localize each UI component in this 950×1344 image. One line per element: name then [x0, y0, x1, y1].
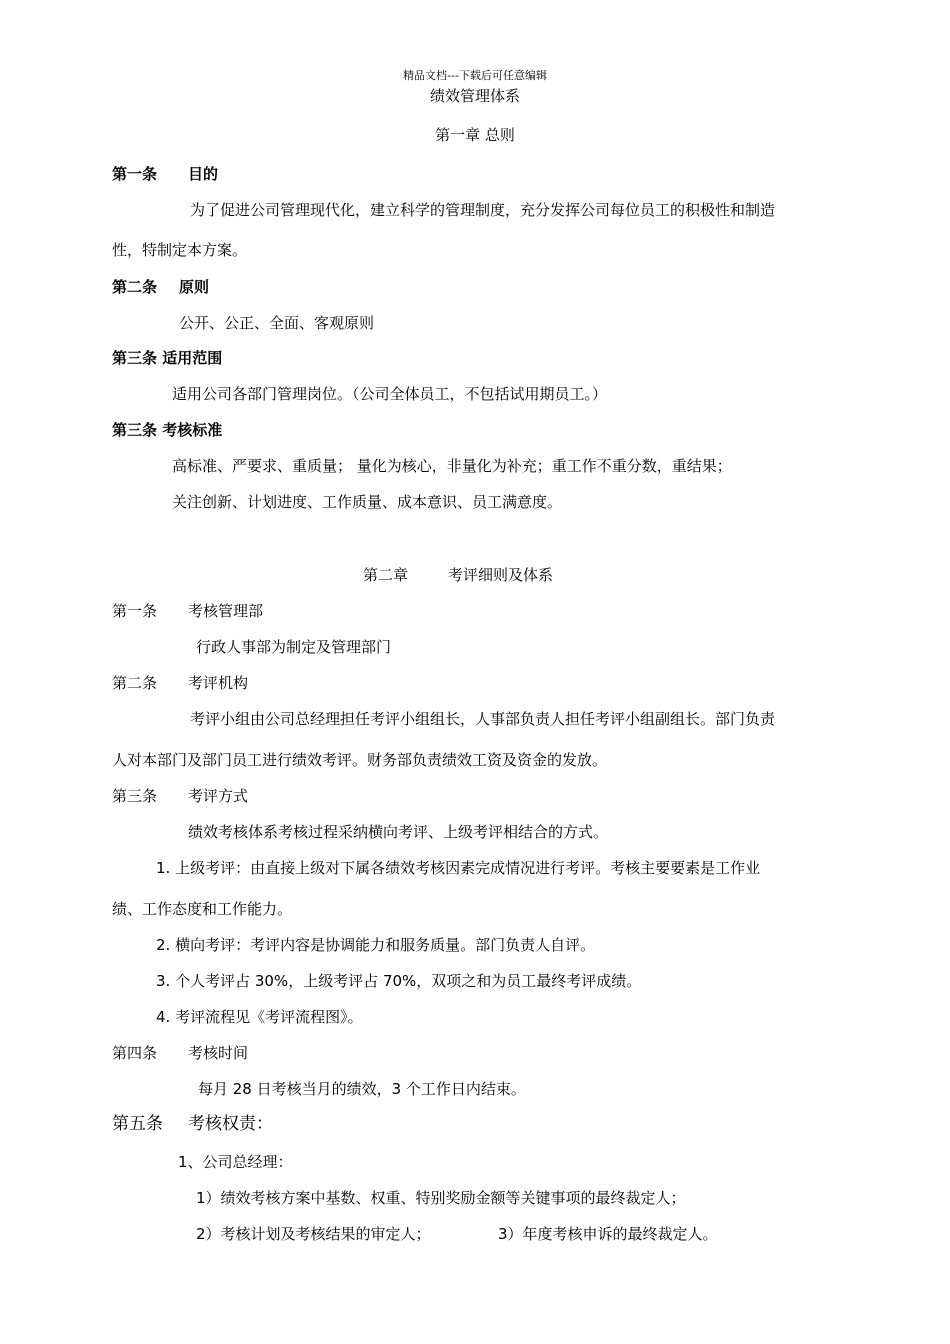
article-number: 第一条 [112, 602, 158, 620]
paragraph: 每月 28 日考核当月的绩效，3 个工作日内结束。 [198, 1080, 526, 1098]
article-number: 第四条 [112, 1044, 158, 1062]
paragraph: 人对本部门及部门员工进行绩效考评。财务部负责绩效工资及资金的发放。 [112, 751, 608, 769]
sub-sub-item: 3）年度考核申诉的最终裁定人。 [498, 1225, 718, 1243]
article-number: 第五条 [112, 1114, 163, 1134]
article-name: 考核管理部 [188, 602, 264, 620]
article-number: 第二条 [112, 674, 158, 692]
sub-sub-item: 2）考核计划及考核结果的审定人； [196, 1225, 431, 1243]
paragraph: 为了促进公司管理现代化，建立科学的管理制度，充分发挥公司每位员工的积极性和制造 [190, 201, 776, 219]
article-name: 考核时间 [188, 1044, 249, 1062]
article-name: 原则 [179, 278, 210, 296]
article-heading: 第三条 适用范围 [112, 349, 223, 367]
article-name: 目的 [188, 165, 219, 183]
list-item: 3. 个人考评占 30%，上级考评占 70%，双项之和为员工最终考评成绩。 [156, 972, 642, 990]
article-name: 考评机构 [188, 674, 249, 692]
chapter-2-name: 考评细则及体系 [448, 566, 554, 584]
list-item: 2. 横向考评：考评内容是协调能力和服务质量。部门负责人自评。 [156, 936, 596, 954]
sub-sub-item: 1）绩效考核方案中基数、权重、特别奖励金额等关键事项的最终裁定人； [196, 1189, 686, 1207]
article-heading: 第三条 考核标准 [112, 421, 223, 439]
paragraph: 考评小组由公司总经理担任考评小组组长，人事部负责人担任考评小组副组长。部门负责 [190, 710, 776, 728]
article-number: 第一条 [112, 165, 158, 183]
header-note: 精品文档---下载后可任意编辑 [403, 69, 547, 82]
article-number: 第二条 [112, 278, 158, 296]
article-name: 考核权责： [188, 1114, 273, 1134]
article-name: 考评方式 [188, 787, 249, 805]
document-title: 绩效管理体系 [429, 87, 520, 105]
paragraph: 性，特制定本方案。 [112, 241, 248, 259]
sub-item: 1、公司总经理： [178, 1153, 293, 1171]
chapter-2-number: 第二章 [363, 566, 409, 584]
paragraph: 绩效考核体系考核过程采纳横向考评、上级考评相结合的方式。 [188, 823, 609, 841]
paragraph: 高标准、严要求、重质量； 量化为核心，非量化为补充；重工作不重分数，重结果； [172, 457, 732, 475]
paragraph: 行政人事部为制定及管理部门 [196, 638, 392, 656]
list-item: 4. 考评流程见《考评流程图》。 [156, 1008, 363, 1026]
paragraph: 适用公司各部门管理岗位。（公司全体员工，不包括试用期员工。） [172, 385, 608, 403]
article-number: 第三条 [112, 787, 158, 805]
paragraph: 公开、公正、全面、客观原则 [179, 314, 375, 332]
list-item: 1. 上级考评：由直接上级对下属各绩效考核因素完成情况进行考评。考核主要要素是工作业 [156, 859, 761, 877]
paragraph: 关注创新、计划进度、工作质量、成本意识、员工满意度。 [172, 493, 563, 511]
list-item-continuation: 绩、工作态度和工作能力。 [112, 900, 293, 918]
chapter-1-title: 第一章 总则 [435, 126, 515, 144]
